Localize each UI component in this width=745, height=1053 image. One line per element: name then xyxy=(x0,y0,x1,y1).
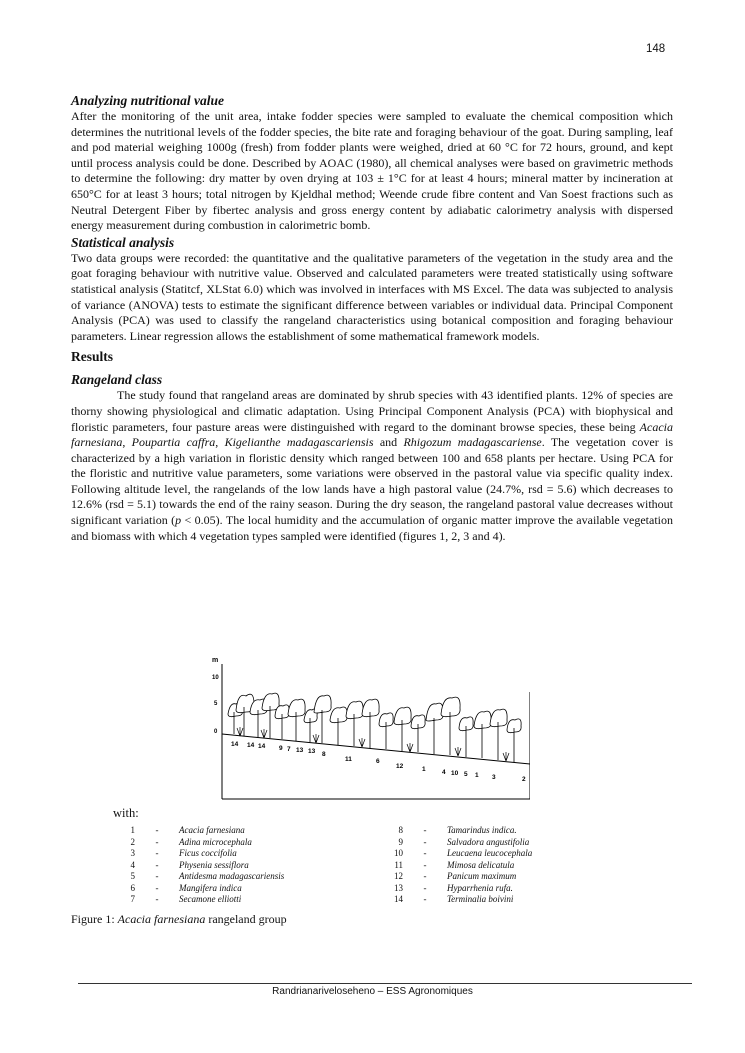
plant-label: 1 xyxy=(475,772,479,779)
plant-label: 14 xyxy=(247,742,255,749)
plant-label: 3 xyxy=(492,774,496,781)
legend-item: 5 - Antidesma madagascariensis xyxy=(130,871,285,881)
legend-item: 10 - Leucaena leucocephala xyxy=(394,848,533,858)
legend-column-left xyxy=(113,825,365,906)
paragraph-nutritional: After the monitoring of the unit area, intake fodder species were sampled to evaluate the chemical composition which determines the nutritional levels of the fodder species, the bite rate and foraging behaviour of the goat. During sampling, leaf and pod material weighing 1000g (fresh) from fodder plants were weighed, dried at 60 °C for 72 hours, ground, and kept until process analysis could be done. Described by AOAC (1980), all chemical analyses were based on gravimetric methods to determine the following: dry matter by oven drying at 103 ± 1°C for at least 4 hours; mineral matter by incineration at 650°C for at least 3 hours; total nitrogen by Kjeldhal method; Weende crude fibre content and Van Soest fractions such as Neutral Detergent Fiber by fibertec analysis and gross energy content by adiabatic calorimetry analysis with dispersed energy measurement during combustion in calorimetric bomb. xyxy=(71,109,673,233)
heading-statistical: Statistical analysis xyxy=(71,234,175,250)
page-footer: Randrianariveloseheno – ESS Agronomiques xyxy=(272,986,473,997)
paragraph-statistical: Two data groups were recorded: the quantitative and the qualitative parameters of the vegetation in the study area and the goat foraging behaviour with nutritive value. Observed and calculated parameters were treated statistically using software statistical analysis (Statitcf, XLStat 6.0) which was involved in interfaces with MS Excel. The data was subjected to analysis of variance (ANOVA) tests to estimate the significant difference between variables or individual data. Principal Component Analysis (PCA) was used to classify the rangeland characteristics using botanical composition and foraging behaviour parameters. Linear regression allows the establishment of some mathematical framework models. xyxy=(71,250,673,343)
heading-nutritional: Analyzing nutritional value xyxy=(71,93,225,108)
plant-label: 5 xyxy=(464,771,468,778)
plant-label: 9 xyxy=(279,745,283,752)
y-tick-0: 0 xyxy=(214,729,218,735)
plant-label: 11 xyxy=(345,756,352,763)
page-number: 148 xyxy=(646,43,666,55)
legend-item: 9 - Salvadora angustifolia xyxy=(398,836,530,847)
plant-label: 1 xyxy=(422,766,426,773)
footer-divider xyxy=(78,983,692,984)
heading-rangeland: Rangeland class xyxy=(71,372,163,388)
legend-item: 6 - Mangifera indica xyxy=(130,882,242,893)
paragraph-rangeland: The study found that rangeland areas are dominated by shrub species with 43 identified plants. 12% of species are thorny showing physiological and climatic adaptation. Using Principal Component Analysis (PCA) with biophysical and floristic parameters, four pasture areas were distinguished with regard to the dominant browse species, these being Acacia farnesiana, Poupartia caffra, Kigelianthe madagascariensis and Rhigozum madagascariense. The vegetation cover is characterized by a high variation in floristic density which ranged between 100 and 658 plants per hectare. Using PCA for the floristic and nutritive value parameters, some variations were observed in the pastoral value via specific quality index. Following altitude level, the rangelands of the low lands have a high pastoral value (24.7%, rsd = 5.6) which decreases to 12.6% (rsd = 5.1) towards the end of the rainy season. During the dry season, the rangeland pastoral value decreases without significant variation (p < 0.05). The local humidity and the accumulation of organic matter improve the available vegetation and biomass with which 4 vegetation types sampled were identified (figures 1, 2, 3 and 4). xyxy=(71,388,673,543)
plant-label: 7 xyxy=(287,746,291,753)
legend-item: 13 - Hyparrhenia rufa. xyxy=(394,882,513,893)
plant-label: 13 xyxy=(296,747,304,754)
plant-label: 4 xyxy=(442,769,446,776)
grass-tufts xyxy=(237,727,509,761)
plant-label: 2 xyxy=(522,776,526,783)
plant-label: 13 xyxy=(308,748,316,755)
vegetation-profile-svg xyxy=(212,652,530,800)
legend-item: 12 - Panicum maximum xyxy=(394,871,517,881)
legend-item: 4 - Physenia sessiflora xyxy=(130,859,249,870)
legend-item: 7 - Secamone elliotti xyxy=(130,894,242,904)
figure-caption: Figure 1: Acacia farnesiana rangeland group xyxy=(71,912,287,926)
main-content xyxy=(71,92,673,544)
vegetation-profile-figure xyxy=(212,652,530,800)
legend-item: 1 - Acacia farnesiana xyxy=(130,825,245,835)
legend-item: 8 - Tamarindus indica. xyxy=(398,825,517,835)
heading-results: Results xyxy=(71,349,114,365)
legend-item: 14 - Terminalia boivini xyxy=(394,894,514,904)
plant-label: 12 xyxy=(396,763,404,770)
plant-label: 14 xyxy=(231,741,239,748)
legend-item: 2 - Adina microcephala xyxy=(130,836,252,847)
plant-label: 6 xyxy=(376,758,380,765)
plant-label: 10 xyxy=(451,770,459,777)
legend-item: 3 - Ficus coccifolia xyxy=(130,848,237,858)
y-tick-10: 10 xyxy=(212,675,219,681)
legend-column-right xyxy=(381,825,633,906)
plant-label: 8 xyxy=(322,751,326,758)
legend-item: 11 - Mimosa delicatula xyxy=(394,859,515,870)
plant-label: 14 xyxy=(258,743,266,750)
y-unit-label: m xyxy=(212,657,219,664)
tree-silhouettes xyxy=(228,693,521,762)
legend-with-label: with: xyxy=(113,806,139,820)
figure-legend xyxy=(113,806,633,906)
y-tick-5: 5 xyxy=(214,701,218,707)
